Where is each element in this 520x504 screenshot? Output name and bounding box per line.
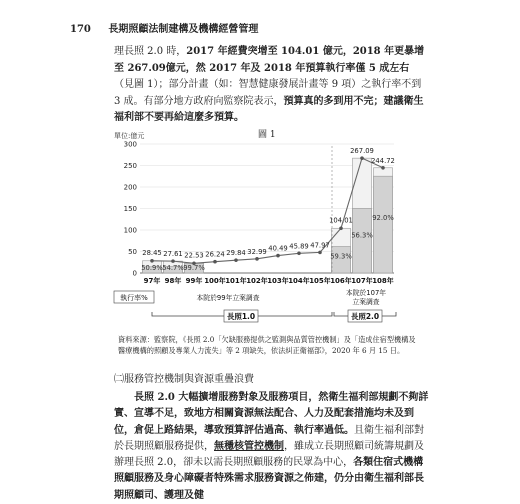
running-title: 長期照顧法制建構及機構經營管理 (108, 24, 259, 35)
x-tick-label: 104年 (288, 277, 310, 285)
x-tick-label: 107年 (351, 277, 373, 285)
budget-point (255, 257, 259, 261)
x-tick-label: 99年 (185, 277, 203, 285)
text-run-bold: 預算真的多到用不完；建議衛生福利部不要再給這麼多預算。 (114, 95, 424, 123)
x-tick-label: 105年 (309, 277, 331, 285)
text-run: 且衛生福利部對於長期照顧服務提供， (114, 424, 424, 452)
x-tick-label: 106年 (330, 277, 352, 285)
value-label: 40.49 (268, 244, 288, 253)
figure-title: 圖 1 (258, 130, 276, 140)
value-label: 244.72 (371, 156, 395, 165)
x-tick-label: 98年 (164, 277, 182, 285)
y-tick-label: 50 (128, 248, 137, 256)
text-run: 理長照 2.0 時， (114, 46, 187, 57)
value-label: 28.45 (142, 248, 162, 257)
y-tick-label: 100 (123, 226, 137, 235)
y-tick-label: 150 (123, 205, 137, 213)
text-run: （見圖 1）；部分計畫（如：智慧健康發展計畫等 9 項）之執行率不到 3 成。有部分地方政府向監察院表示， (114, 79, 422, 107)
x-tick-label: 97年 (143, 277, 161, 285)
execution-bar (353, 208, 372, 273)
text-run-bold: 2017 年經費突增至 104.01 億元，2018 年更暴增至 267.09 (114, 46, 425, 74)
x-tick-label: 103年 (267, 277, 289, 285)
budget-point (360, 156, 364, 160)
execution-rate-label: 50.9% (141, 264, 163, 272)
unit-label: 單位:億元 (114, 132, 145, 140)
x-tick-label: 100年 (204, 277, 226, 285)
source-note: 資料來源：監察院，《長照 2.0「欠缺服務提供之監測與品質管控機制」及「造成住宿型機構及醫療機構的照顧及專業人力流失」等 2 項缺失，依法糾正衛福部》，2020 年 6 月 15 日。 (118, 335, 416, 355)
execution-rate-label: 59.3% (330, 252, 352, 261)
budget-point (297, 251, 301, 255)
period-note-2-line1: 本院於107年 (345, 289, 387, 297)
value-label: 22.53 (184, 251, 204, 260)
execution-rate-label: 99.7% (183, 264, 205, 272)
value-label: 26.24 (205, 250, 225, 259)
text-run-bold: 各類住宿式機構照顧服務及身心障礙者特殊需求服務資源之佈建，仍分由衛生福利部長期照顧司、護理及健 (114, 457, 424, 501)
y-tick-label: 250 (123, 162, 137, 170)
period-note-2-line2: 立案調查 (352, 298, 380, 306)
x-tick-label: 108年 (372, 277, 394, 285)
execution-rate-label: 92.0% (372, 213, 394, 222)
paragraph-1 (114, 44, 426, 127)
value-label: 32.99 (247, 247, 267, 256)
section-heading: ㈡服務管控機制與資源重疊浪費 (114, 374, 254, 385)
budget-point (318, 251, 322, 255)
budget-point (213, 260, 217, 264)
row-label: 執行率% (120, 294, 148, 302)
period-note-1: 本院於99年立案調查 (196, 294, 260, 302)
budget-point (234, 258, 238, 262)
budget-chart (112, 130, 412, 330)
text-run-bold: 億元，然 2017 年及 2018 年預算執行率僅 5 成左右 (165, 62, 410, 74)
value-label: 45.89 (289, 242, 309, 251)
phase-1-label: 長照1.0 (226, 312, 256, 321)
y-tick-label: 200 (123, 183, 137, 192)
budget-point (171, 259, 175, 263)
paragraph-2 (114, 390, 430, 504)
value-label: 104.01 (329, 216, 353, 225)
budget-point (276, 254, 280, 258)
text-run-bold: 長照 2.0 大幅擴增服務對象及服務項目，然衛生福利部規劃不夠詳實、宣導不足，致地方相關資源無法配合、人力及配套措施均未及到位，倉促上路結果，導致預算評估過高、執行率過低。 (114, 392, 429, 436)
budget-point (150, 259, 154, 263)
budget-point (381, 166, 385, 170)
x-tick-label: 101年 (225, 277, 247, 285)
y-tick-label: 0 (132, 269, 137, 278)
value-label: 267.09 (350, 147, 374, 156)
execution-bar (374, 176, 393, 273)
value-label: 47.97 (310, 241, 330, 250)
phase-2-label: 長照2.0 (350, 312, 380, 321)
y-tick-label: 300 (123, 140, 137, 149)
execution-rate-label: 56.3% (351, 231, 373, 240)
execution-rate-label: 54.7% (162, 264, 184, 272)
text-run-bold-underlined: 無穩核管控機制 (214, 440, 284, 452)
value-label: 27.61 (163, 250, 183, 259)
page-header (70, 20, 258, 35)
x-tick-label: 102年 (246, 277, 268, 285)
budget-point (339, 226, 343, 230)
text-run: ，雖成立長期照顧司統籌規劃及辦理長照 2.0，卻未以需長期照顧服務的民眾為中心， (114, 440, 424, 469)
value-label: 29.84 (226, 249, 246, 258)
page-number: 170 (70, 24, 91, 35)
